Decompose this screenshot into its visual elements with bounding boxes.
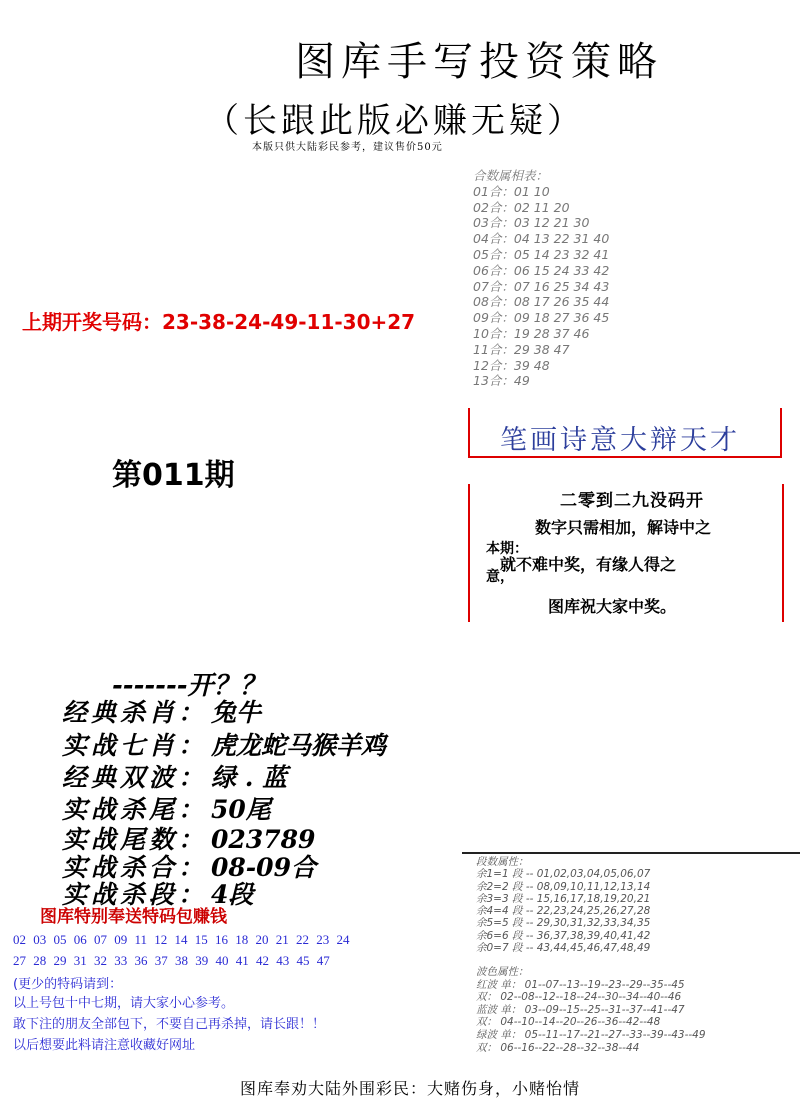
section-divider [462,852,800,854]
sum-row: 02合：02 11 20 [473,199,570,215]
segment-row: 余0=7 段 -- 43,44,45,46,47,48,49 [476,942,651,955]
sum-table-heading: 合数属相表： [473,168,549,183]
sum-row: 12合：39 48 [473,357,550,373]
prediction-label: 经典双波： [62,763,208,792]
color-heading: 波色属性： [476,966,529,978]
prediction-label: 实战尾数： [62,825,208,854]
sum-row: 09合：09 18 27 36 45 [473,310,610,326]
footer-advice: 图库奉劝大陆外围彩民：大赌伤身，小赌怡情 [240,1079,581,1098]
sum-row: 05合：05 14 23 32 41 [473,246,610,262]
price-note: 本版只供大陆彩民参考，建议售价50元 [252,142,443,153]
color-row: 绿波 单： 05--11--17--21--27--33--39--43--49 [476,1028,706,1041]
prediction-value: 4段 [211,880,254,909]
sum-row: 08合：08 17 26 35 44 [473,294,610,310]
prediction-row [62,758,287,794]
prediction-row [62,726,386,762]
gift-numbers: 27 28 29 31 32 33 36 37 38 39 40 41 42 43 45 47 [13,953,330,968]
segment-row: 余3=3 段 -- 15,16,17,18,19,20,21 [476,892,651,905]
prediction-header: -------开？？ [112,671,266,701]
poem-line: 就不难中奖，有缘人得之 [500,555,677,574]
poem-wish: 图库祝大家中奖。 [548,597,677,616]
segment-row: 余5=5 段 -- 29,30,31,32,33,34,35 [476,917,651,930]
prediction-label: 实战七肖： [62,731,208,760]
prediction-value: 023789 [211,825,316,854]
segment-row: 余2=2 段 -- 08,09,10,11,12,13,14 [476,880,651,893]
segment-heading: 段数属性： [476,856,529,868]
color-row: 红波 单： 01--07--13--19--23--29--35--45 [476,978,685,991]
segment-row: 余6=6 段 -- 36,37,38,39,40,41,42 [476,929,651,942]
prediction-value: 绿 . 蓝 [211,763,288,792]
prediction-value: 虎龙蛇马猴羊鸡 [211,731,387,760]
segment-row: 余4=4 段 -- 22,23,24,25,26,27,28 [476,905,651,918]
sum-row: 13合：49 [473,373,530,389]
poem-line: 意， [486,569,514,585]
sum-row: 04合：04 13 22 31 40 [473,231,610,247]
gift-instruction: 敢下注的朋友全部包下，不要自己再杀掉，请长跟！！ [13,1017,326,1032]
color-attribute-table [476,966,706,1054]
poem-title: 笔画诗意大辩天才 [500,425,740,456]
last-draw-numbers: 上期开奖号码：23-38-24-49-11-30+27 [22,310,416,334]
sum-row: 06合：06 15 24 33 42 [473,262,610,278]
gift-instruction: 以后想要此料请注意收藏好网址 [13,1038,196,1053]
poem-prefix: 本期： [486,541,528,557]
poem-line: 数字只需相加，解诗中之 [535,518,712,537]
prediction-label: 经典杀肖： [62,698,208,727]
sum-row: 01合：01 10 [473,183,550,199]
prediction-label: 实战杀尾： [62,795,208,824]
color-row: 双： 02--08--12--18--24--30--34--40--46 [476,991,682,1004]
sum-row: 11合：29 38 47 [473,341,570,357]
gift-numbers: 02 03 05 06 07 09 11 12 14 15 16 18 20 21 22 23 24 [13,932,350,947]
segment-row: 余1=1 段 -- 01,02,03,04,05,06,07 [476,868,651,881]
segment-attribute-table [476,856,650,954]
color-row: 双： 04--10--14--20--26--36--42--48 [476,1016,661,1029]
page-title: 图库手写投资策略 [295,39,663,85]
issue-number: 第011期 [112,458,235,493]
prediction-row [62,693,261,729]
gift-tip: (更少的特码请到： [13,977,123,992]
prediction-label: 实战杀段： [62,880,208,909]
prediction-value: 50尾 [211,795,271,824]
sum-attribute-table [473,168,609,389]
prediction-label: 实战杀合： [62,853,208,882]
page-subtitle: （长跟此版必赚无疑） [205,101,585,141]
color-row: 蓝波 单： 03--09--15--25--31--37--41--47 [476,1003,685,1016]
gift-title: 图库特别奉送特码包赚钱 [40,907,227,927]
color-row: 双： 06--16--22--28--32--38--44 [476,1041,640,1054]
sum-row: 03合：03 12 21 30 [473,215,590,231]
gift-instruction: 以上号包十中七期，请大家小心参考。 [13,996,235,1011]
poem-line: 二零到二九没码开 [560,491,704,511]
sum-row: 07合：07 16 25 34 43 [473,278,610,294]
prediction-value: 08-09合 [211,853,316,882]
sum-row: 10合：19 28 37 46 [473,325,590,341]
prediction-value: 兔牛 [211,698,262,727]
